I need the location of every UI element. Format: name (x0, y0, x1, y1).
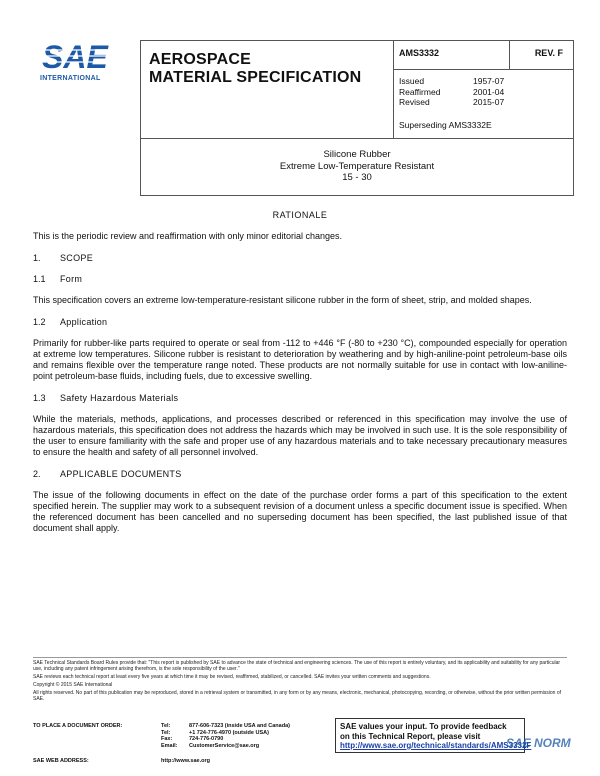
safety-paragraph: While the materials, methods, applications, and processes described or referenced in this specification may involve the use of hazardous materials, this specification does not address the hazards which may be involved in such use. It is the sole responsibility of the user to ensure familiarity with the safe and proper use of any hazardous materials and to take necessary precautionary measures to ensure the health and safety of all personnel involved. (33, 414, 567, 457)
section-heading: 1. SCOPE (33, 253, 94, 263)
document-type-title: AEROSPACE MATERIAL SPECIFICATION (141, 41, 394, 138)
subsection-heading: 1.1 Form (33, 274, 83, 284)
sae-logo (40, 40, 120, 86)
superseding-note: Superseding AMS3332E (399, 119, 492, 130)
fax: 724-776-0790 (189, 736, 224, 742)
rationale-text: This is the periodic review and reaffirmation with only minor editorial changes. (33, 231, 342, 241)
form-paragraph: This specification covers an extreme low-temperature-resistant silicone rubber in the form of sheet, strip, and molded shapes. (33, 295, 532, 305)
applicable-documents-paragraph: The issue of the following documents in effect on the date of the purchase order forms a part of this specification to the extent specified herein. The supplier may work to a subsequent revision of a document unless a specific document issue is specified. When the referenced document has been cancelled and no superseding document has been specified, the last published issue of that document shall apply. (33, 490, 567, 533)
subsection-heading: 1.3 Safety Hazardous Materials (33, 393, 179, 403)
revision-label: REV. F (534, 48, 563, 58)
email-link[interactable]: CustomerService@sae.org (189, 742, 260, 749)
application-paragraph: Primarily for rubber-like parts required to operate or seal from -112 to +446 °F (-80 to +230 °C), compounded especially for operation at extreme low temperatures. Silicone rubber is resistant to deterioration by weathering and by high-aniline-point petroleum-base oils and remains flexible over the temperature range noted. These products are not normally suitable for use in contact with low-aniline-point petroleum-base fluids, including fuels, due to excessive swelling. (33, 338, 567, 381)
order-values (189, 723, 319, 749)
logo-caption: INTERNATIONAL (40, 75, 101, 82)
web-address: SAE WEB ADDRESS: http://www.sae.org (33, 758, 210, 764)
footer-divider (33, 657, 567, 658)
phone-intl[interactable]: +1 724-776-4970 (outside USA) (189, 729, 269, 736)
web-link[interactable]: http://www.sae.org (161, 758, 210, 764)
legal-footer (33, 660, 567, 704)
feedback-link[interactable]: http://www.sae.org/technical/standards/AMS3332F (340, 741, 532, 750)
material-subtitle: Silicone Rubber Extreme Low-Temperature Resistant 15 - 30 (279, 149, 435, 183)
document-number: AMS3332 (394, 41, 510, 69)
svg-text:SAE: SAE (42, 40, 108, 72)
feedback-box: SAE values your input. To provide feedback on this Technical Report, please visit http://www.sae.org/technical/standards/AMS3332F (335, 718, 525, 753)
watermark-logo: SAE NORM (506, 736, 571, 750)
date-reaffirmed: Reaffirmed 2001-04 (399, 86, 505, 97)
order-keys: Tel: Tel: Fax: Email: (161, 723, 178, 749)
rationale-heading: RATIONALE (272, 210, 328, 220)
footer-board-rules: SAE Technical Standards Board Rules provide that: "This report is published by SAE to advance the state of technical and engineering sciences. The use of this report is entirely voluntary, and its applicability and suitability for any particular use, including any patent infringement arising therefrom, is the sole responsibility of the user." (33, 660, 561, 673)
date-revised: Revised 2015-07 (399, 97, 505, 107)
section-heading: 2. APPLICABLE DOCUMENTS (33, 469, 182, 479)
document-header (140, 40, 574, 196)
order-contact (33, 723, 319, 749)
footer-review-note: SAE reviews each technical report at least every five years at which time it may be revised, reaffirmed, stabilized, or cancelled. SAE invites your written comments and suggestions. (33, 674, 431, 681)
sae-logo-icon (40, 40, 120, 72)
subsection-heading: 1.2 Application (33, 317, 108, 327)
order-label: TO PLACE A DOCUMENT ORDER: (33, 723, 123, 729)
phone-us[interactable]: 877-606-7323 (inside USA and Canada) (189, 723, 290, 729)
document-body (33, 210, 567, 545)
date-issued: Issued 1957-07 (399, 76, 505, 86)
footer-copyright: Copyright © 2015 SAE International (33, 681, 113, 688)
footer-rights: All rights reserved. No part of this publication may be reproduced, stored in a retrieval system or transmitted, in any form or by any means, electronic, mechanical, photocopying, recording, or otherwise, without the prior written permission of SAE. (33, 689, 562, 702)
date-history (394, 70, 573, 110)
